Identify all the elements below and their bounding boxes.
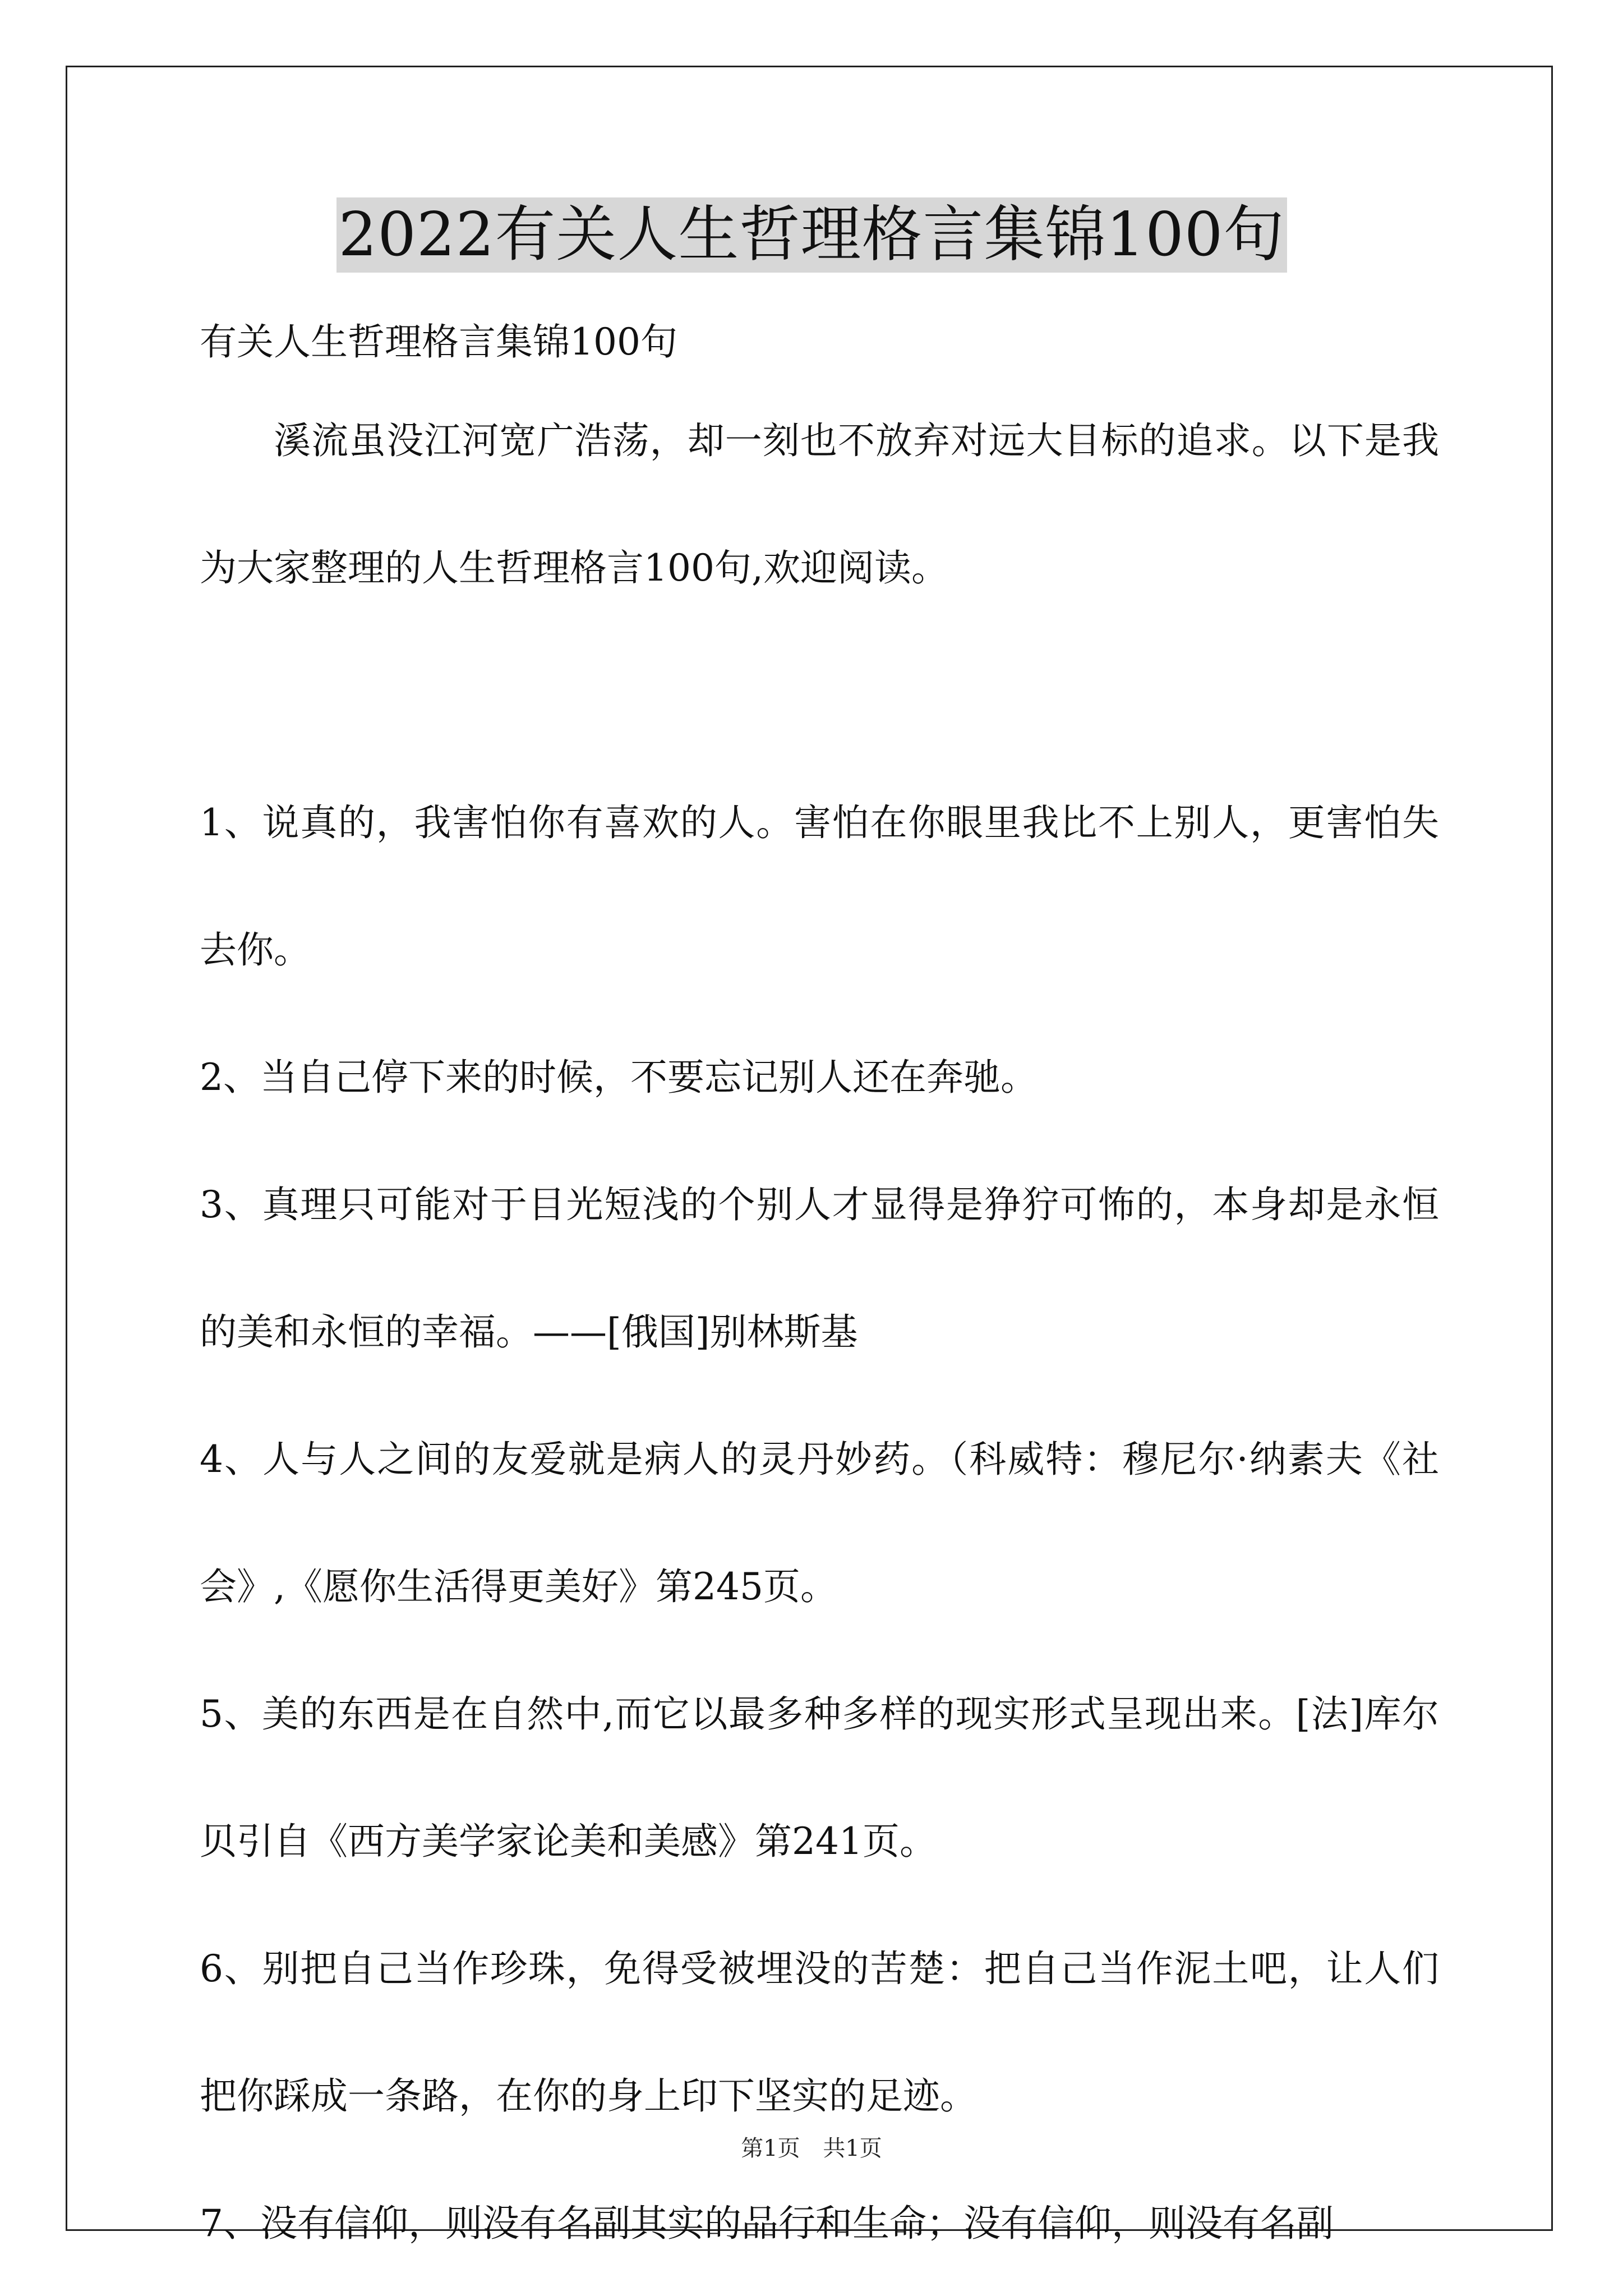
document-title: 2022有关人生哲理格言集锦100句 (336, 197, 1287, 273)
quote-item-7: 7、没有信仰，则没有名副其实的品行和生命；没有信仰，则没有名副 (200, 2202, 1334, 2245)
document-body (200, 314, 1439, 2287)
quote-item-4: 4、人与人之间的友爱就是病人的灵丹妙药。（科威特：穆尼尔·纳素夫《社会》,《愿你生活得更美好》第245页。 (200, 1438, 1439, 1608)
quote-item-2: 2、当自己停下来的时候，不要忘记别人还在奔驰。 (200, 1056, 1038, 1099)
document-subtitle: 有关人生哲理格言集锦100句 (200, 320, 677, 364)
quote-item-1: 1、说真的，我害怕你有喜欢的人。害怕在你眼里我比不上别人，更害怕失去你。 (200, 801, 1439, 972)
page-footer (0, 2132, 1623, 2165)
page-number-total: 共1页 (823, 2136, 882, 2161)
blank-line (200, 632, 1439, 759)
quote-item-6: 6、别把自己当作珍珠，免得受被埋没的苦楚：把自己当作泥土吧，让人们把你踩成一条路，在你的身上印下坚实的足迹。 (200, 1947, 1439, 2118)
title-container (0, 197, 1623, 273)
page-number-current: 第1页 (741, 2136, 800, 2161)
quote-item-5: 5、美的东西是在自然中,而它以最多种多样的现实形式呈现出来。[法]库尔贝引自《西方美学家论美和美感》第241页。 (200, 1692, 1439, 1863)
quote-item-3: 3、真理只可能对于目光短浅的个别人才显得是狰狞可怖的，本身却是永恒的美和永恒的幸福。——[俄国]别林斯基 (200, 1183, 1439, 1354)
intro-paragraph: 溪流虽没江河宽广浩荡，却一刻也不放弃对远大目标的追求。以下是我为大家整理的人生哲理格言100句,欢迎阅读。 (200, 419, 1439, 590)
